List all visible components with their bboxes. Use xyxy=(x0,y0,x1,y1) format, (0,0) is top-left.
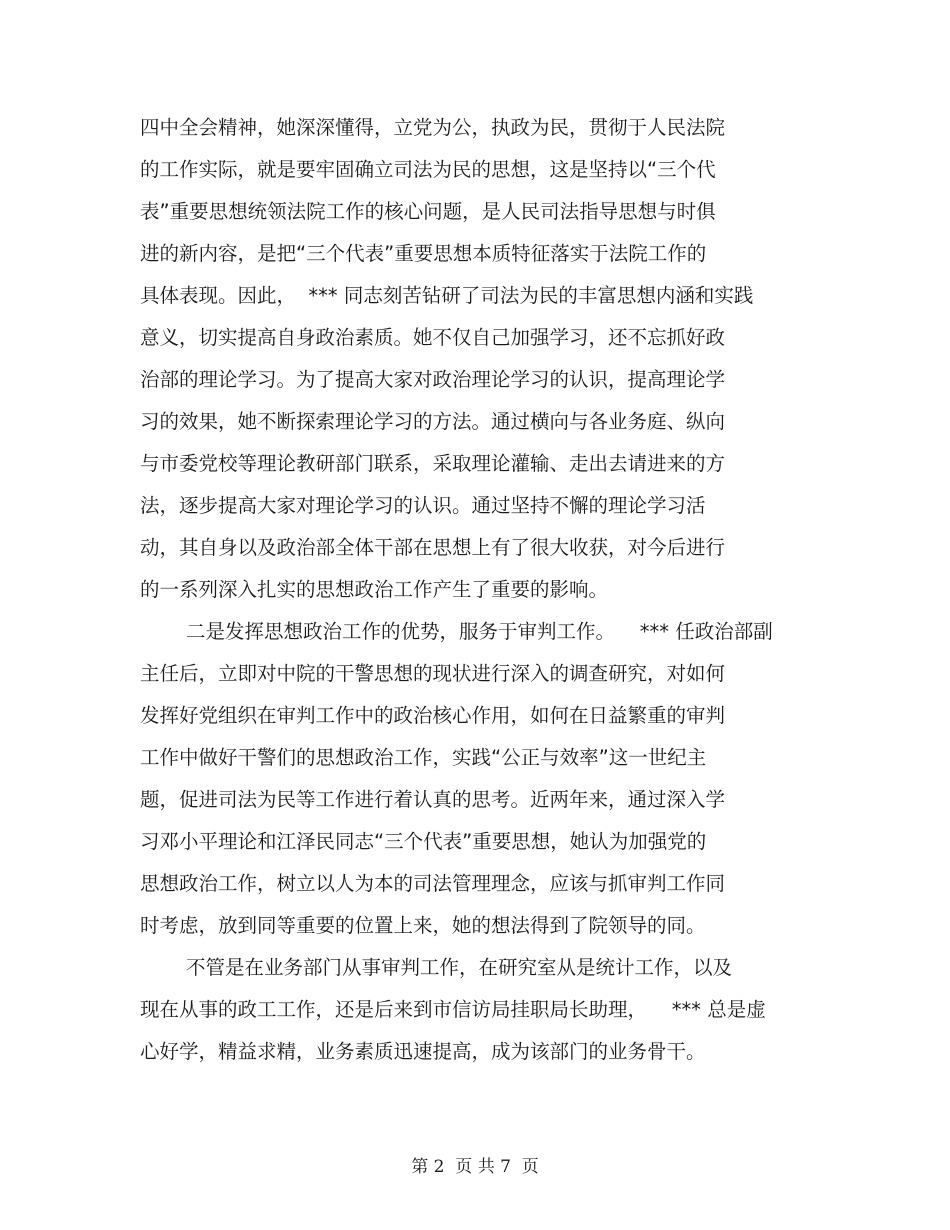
text-line: 四中全会精神，她深深懂得，立党为公，执政为民，贯彻于人民法院 xyxy=(140,116,726,139)
page-number-footer: 第 2 页 共 7 页 xyxy=(411,1157,539,1177)
text-line: 习邓小平理论和江泽民同志“三个代表”重要思想，她认为加强党的 xyxy=(140,830,707,853)
paragraph-first-line: 二是发挥思想政治工作的优势，服务于审判工作。 *** 任政治部副 xyxy=(186,620,773,643)
text-line: 题，促进司法为民等工作进行着认真的思考。近两年来，通过深入学 xyxy=(140,788,726,811)
text-line: 思想政治工作，树立以人为本的司法管理理念，应该与抓审判工作同 xyxy=(140,872,726,895)
text-line: 与市委党校等理论教研部门联系，采取理论灌输、走出去请进来的方 xyxy=(140,452,726,475)
text-line: 具体表现。因此， *** 同志刻苦钻研了司法为民的丰富思想内涵和实践 xyxy=(140,284,754,307)
text-line: 发挥好党组织在审判工作中的政治核心作用，如何在日益繁重的审判 xyxy=(140,704,726,727)
text-line: 进的新内容，是把“三个代表”重要思想本质特征落实于法院工作的 xyxy=(140,242,707,265)
text-line: 时考虑，放到同等重要的位置上来，她的想法得到了院领导的同。 xyxy=(140,914,706,937)
text-line: 心好学，精益求精，业务素质迅速提高，成为该部门的业务骨干。 xyxy=(140,1040,706,1063)
text-line: 意义，切实提高自身政治素质。她不仅自己加强学习，还不忘抓好政 xyxy=(140,326,726,349)
text-line: 工作中做好干警们的思想政治工作，实践“公正与效率”这一世纪主 xyxy=(140,746,707,769)
text-line: 习的效果，她不断探索理论学习的方法。通过横向与各业务庭、纵向 xyxy=(140,410,726,433)
paragraph-first-line: 不管是在业务部门从事审判工作，在研究室从是统计工作，以及 xyxy=(186,956,733,979)
text-line: 动，其自身以及政治部全体干部在思想上有了很大收获，对今后进行 xyxy=(140,536,726,559)
text-line: 主任后，立即对中院的干警思想的现状进行深入的调查研究，对如何 xyxy=(140,662,726,685)
text-line: 现在从事的政工工作，还是后来到市信访局挂职局长助理， *** 总是虚 xyxy=(140,998,766,1021)
text-line: 治部的理论学习。为了提高大家对政治理论学习的认识，提高理论学 xyxy=(140,368,726,391)
text-line: 的工作实际，就是要牢固确立司法为民的思想，这是坚持以“三个代 xyxy=(140,158,716,181)
text-line: 表”重要思想统领法院工作的核心问题，是人民司法指导思想与时俱 xyxy=(140,200,716,223)
text-line: 法，逐步提高大家对理论学习的认识。通过坚持不懈的理论学习活 xyxy=(140,494,706,517)
text-line: 的一系列深入扎实的思想政治工作产生了重要的影响。 xyxy=(140,578,609,601)
